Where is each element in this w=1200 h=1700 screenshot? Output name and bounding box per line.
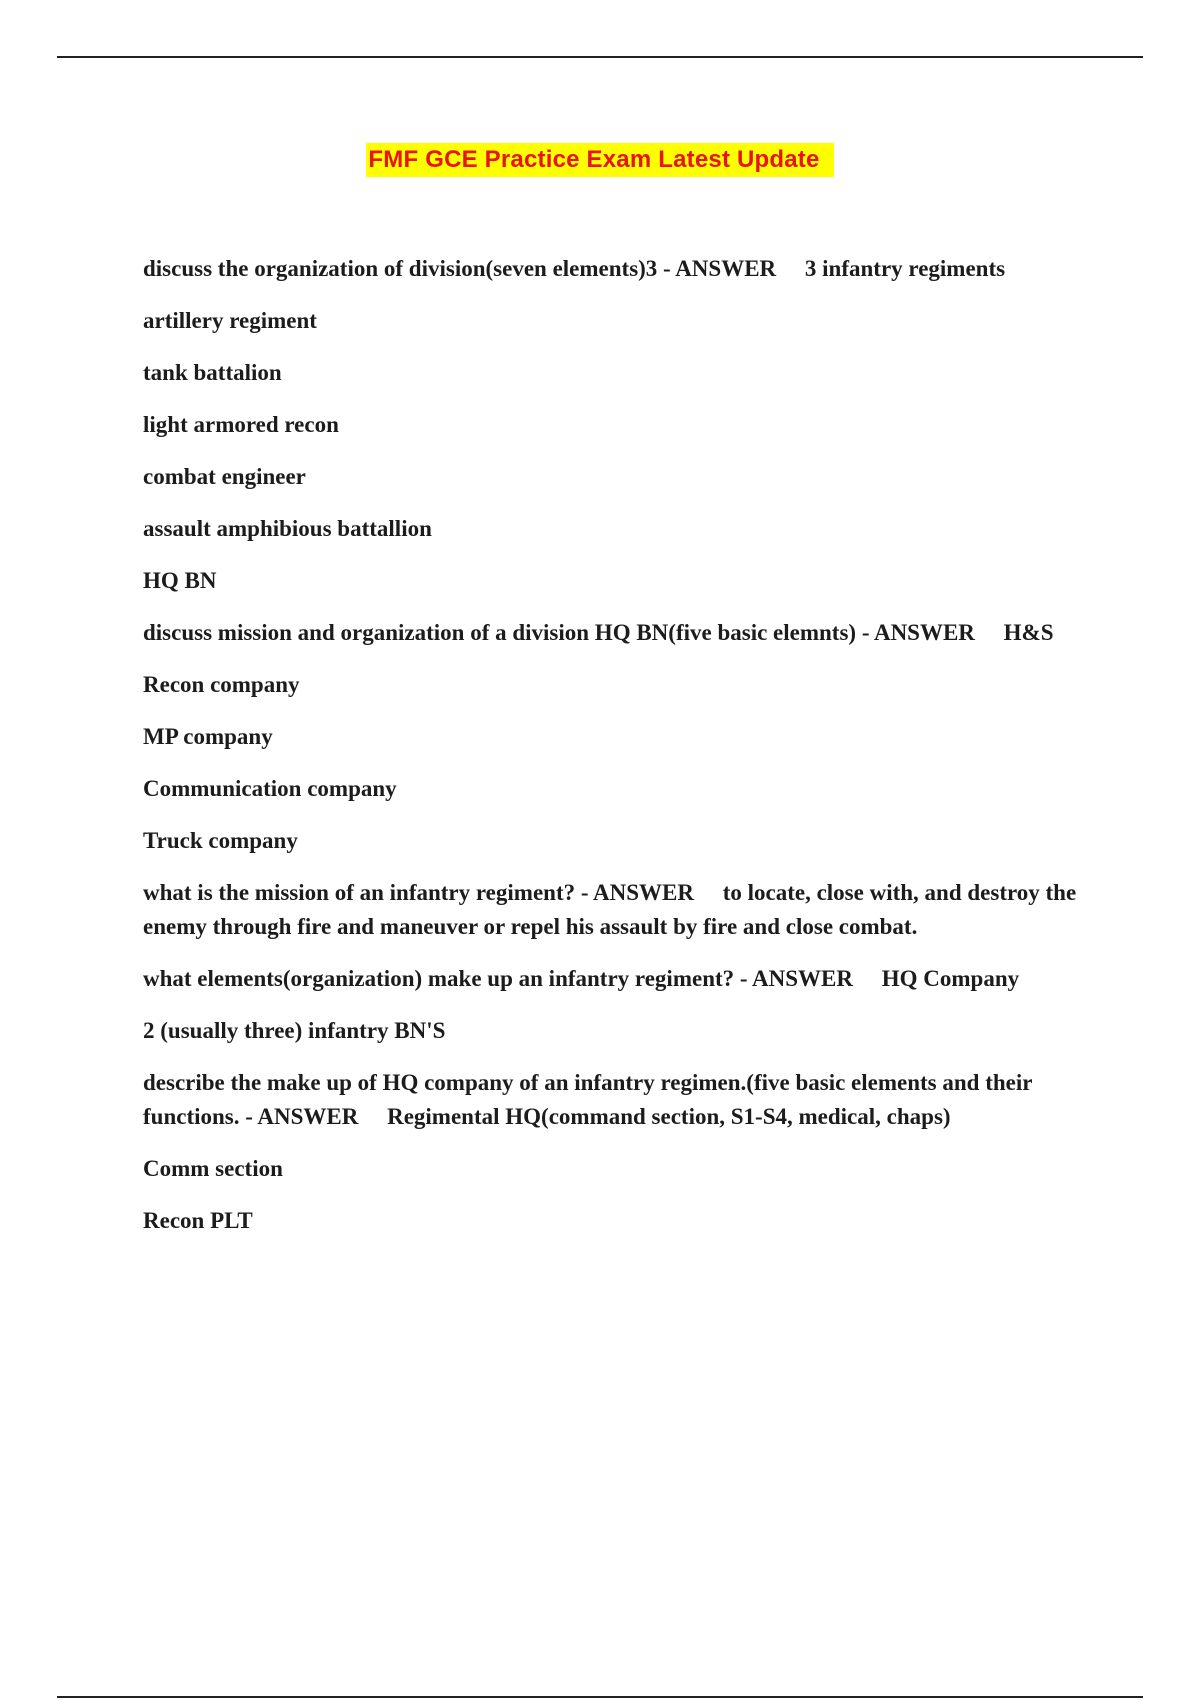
entry-text: 2 (usually three) infantry BN'S — [143, 1018, 446, 1043]
entry-text: Truck company — [143, 828, 298, 853]
entry-text: artillery regiment — [143, 308, 317, 333]
entry-text: Communication company — [143, 776, 397, 801]
entry-text: what elements(organization) make up an infantry regiment? - ANSWER HQ Company — [143, 966, 1020, 991]
bottom-rule — [57, 1696, 1143, 1698]
document-title: FMF GCE Practice Exam Latest Update — [366, 143, 833, 177]
entry-text: tank battalion — [143, 360, 282, 385]
entry-text: discuss mission and organization of a division HQ BN(five basic elemnts) - ANSWER H&S — [143, 620, 1054, 645]
top-rule — [57, 56, 1143, 58]
entry-text: describe the make up of HQ company of an infantry regimen.(five basic elements and their functions. - ANSWER Regimental HQ(command section, S1-S4, medical, chaps) — [143, 1070, 1038, 1129]
entry-text: combat engineer — [143, 464, 306, 489]
entry-text: HQ BN — [143, 568, 217, 593]
entry-text: Comm section — [143, 1156, 283, 1181]
entry-text: light armored recon — [143, 412, 339, 437]
entry-text: Recon PLT — [143, 1208, 253, 1233]
entry-text: MP company — [143, 724, 273, 749]
entry-text: discuss the organization of division(seven elements)3 - ANSWER 3 infantry regiments — [143, 256, 1006, 281]
entry-text: what is the mission of an infantry regiment? - ANSWER to locate, close with, and destroy the enemy through fire and maneuver or repel his assault by fire and close combat. — [143, 880, 1082, 939]
entry-text: Recon company — [143, 672, 300, 697]
entry-text: assault amphibious battallion — [143, 516, 432, 541]
document-body — [143, 252, 1093, 1256]
title-container — [0, 143, 1200, 177]
